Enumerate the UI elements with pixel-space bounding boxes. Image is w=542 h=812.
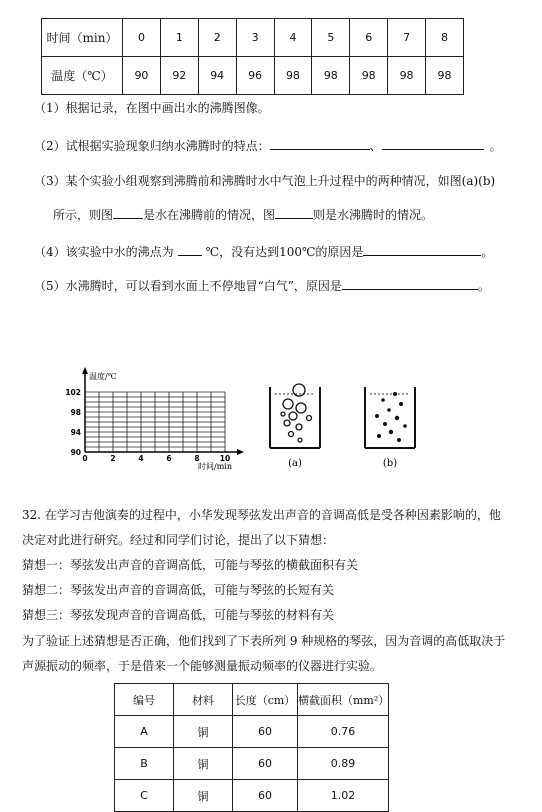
- table-cell: B: [115, 748, 174, 780]
- table-header-row: [115, 684, 389, 716]
- table-cell: 60: [233, 780, 298, 812]
- y-tick-label: 90: [70, 448, 81, 457]
- table-row: [42, 57, 464, 95]
- x-tick-label: 4: [138, 454, 144, 463]
- table-row: [115, 780, 389, 812]
- table-cell: 0: [123, 19, 161, 57]
- table-cell: A: [115, 716, 174, 748]
- column-header: 材料: [174, 684, 233, 716]
- column-header: 编号: [115, 684, 174, 716]
- table-cell: 96: [236, 57, 274, 95]
- q3-text: 所示，则图: [53, 208, 114, 222]
- x-tick-label: 2: [110, 454, 116, 463]
- question-2: [34, 137, 502, 154]
- table-cell: 90: [123, 57, 161, 95]
- table-header-temperature: 温度（℃）: [42, 57, 123, 95]
- answer-blank[interactable]: [270, 137, 370, 150]
- guess-2: 猜想二：琴弦发出声音的音调高低，可能与琴弦的长短有关: [22, 583, 335, 597]
- table-cell: 铜: [174, 716, 233, 748]
- question-3-line-1: （3）某个实验小组观察到沸腾前和沸腾时水中气泡上升过程中的两种情况，如图(a)(b): [34, 174, 496, 188]
- time-temperature-table: [41, 18, 464, 95]
- q3-text: 则是水沸腾时的情况。: [313, 208, 434, 222]
- table-cell: 7: [388, 19, 426, 57]
- problem-32-line-2: 决定对此进行研究。经过和同学们讨论，提出了以下猜想：: [22, 533, 335, 547]
- table-header-time: 时间（min）: [42, 19, 123, 57]
- period: 。: [489, 139, 502, 153]
- table-row: [115, 716, 389, 748]
- temperature-time-graph: [55, 362, 245, 474]
- y-axis-label: 温度/℃: [89, 372, 117, 381]
- table-cell: 铜: [174, 748, 233, 780]
- table-cell: 0.76: [298, 716, 389, 748]
- q4-text: （4）该实验中水的沸点为: [34, 245, 174, 259]
- answer-blank[interactable]: [178, 243, 202, 256]
- table-row: [42, 19, 464, 57]
- q5-text: （5）水沸腾时，可以看到水面上不停地冒“白气”，原因是: [34, 279, 342, 293]
- beaker-b: [365, 387, 415, 448]
- period: 。: [481, 245, 494, 259]
- chart-grid: [85, 392, 225, 452]
- figure-label-b: (b): [382, 458, 398, 469]
- table-cell: 1.02: [298, 780, 389, 812]
- answer-blank[interactable]: [382, 137, 484, 150]
- guess-1: 猜想一：琴弦发出声音的音调高低，可能与琴弦的横截面积有关: [22, 558, 359, 572]
- x-tick-label: 6: [166, 454, 172, 463]
- y-tick-label: 94: [70, 428, 81, 437]
- table-cell: 4: [274, 19, 312, 57]
- table-cell: 98: [274, 57, 312, 95]
- table-cell: 98: [426, 57, 464, 95]
- beaker-a: [270, 384, 320, 448]
- table-cell: 94: [198, 57, 236, 95]
- bubble-group-a: [281, 384, 312, 442]
- answer-blank[interactable]: [342, 277, 478, 290]
- guess-3: 猜想三：琴弦发现声音的音调高低，可能与琴弦的材料有关: [22, 608, 335, 622]
- q4-text: ℃，没有达到100℃的原因是: [205, 245, 364, 259]
- x-axis-arrow: [237, 449, 244, 455]
- question-3-line-2: [53, 206, 433, 223]
- q3-text: 是水在沸腾前的情况，图: [143, 208, 276, 222]
- problem-32-line-1: 32. 在学习吉他演奏的过程中，小华发现琴弦发出声音的音调高低是受各种因素影响的，他: [22, 508, 501, 522]
- answer-blank[interactable]: [363, 243, 481, 256]
- column-header: 横截面积（mm²）: [298, 684, 389, 716]
- table-cell: 60: [233, 716, 298, 748]
- figure-label-a: (a): [288, 458, 302, 469]
- table-cell: 5: [312, 19, 350, 57]
- answer-blank[interactable]: [113, 206, 143, 219]
- y-axis-arrow: [82, 367, 88, 374]
- question-4: [34, 243, 493, 260]
- table-cell: 98: [350, 57, 388, 95]
- x-axis-label: 时间/min: [198, 462, 232, 471]
- table-cell: 8: [426, 19, 464, 57]
- x-tick-label: 8: [194, 454, 200, 463]
- table-cell: 60: [233, 748, 298, 780]
- table-cell: 3: [236, 19, 274, 57]
- table-cell: 1: [160, 19, 198, 57]
- table-row: [115, 748, 389, 780]
- y-tick-label: 98: [70, 408, 81, 417]
- x-tick-label: 10: [219, 454, 231, 463]
- question-2-text: （2）试根据实验现象归纳水沸腾时的特点：: [34, 139, 270, 153]
- answer-blank[interactable]: [275, 206, 313, 219]
- problem-32-line-4: 声源振动的频率，于是借来一个能够测量振动频率的仪器进行实验。: [22, 659, 383, 673]
- problem-32-line-3: 为了验证上述猜想是否正确，他们找到了下表所列 9 种规格的琴弦，因为音调的高低取决于: [22, 634, 506, 648]
- question-1: （1）根据记录，在图中画出水的沸腾图像。: [34, 101, 270, 115]
- string-spec-table: [114, 683, 389, 812]
- question-5: [34, 277, 490, 294]
- x-tick-label: 0: [82, 454, 88, 463]
- table-cell: 0.89: [298, 748, 389, 780]
- separator: 、: [369, 139, 382, 153]
- bubble-figures: [265, 382, 430, 474]
- bubble-group-b: [375, 392, 407, 442]
- table-cell: C: [115, 780, 174, 812]
- period: 。: [477, 279, 490, 293]
- table-cell: 92: [160, 57, 198, 95]
- table-cell: 6: [350, 19, 388, 57]
- column-header: 长度（cm）: [233, 684, 298, 716]
- y-tick-label: 102: [65, 388, 81, 397]
- table-cell: 98: [388, 57, 426, 95]
- table-cell: 2: [198, 19, 236, 57]
- table-cell: 98: [312, 57, 350, 95]
- table-cell: 铜: [174, 780, 233, 812]
